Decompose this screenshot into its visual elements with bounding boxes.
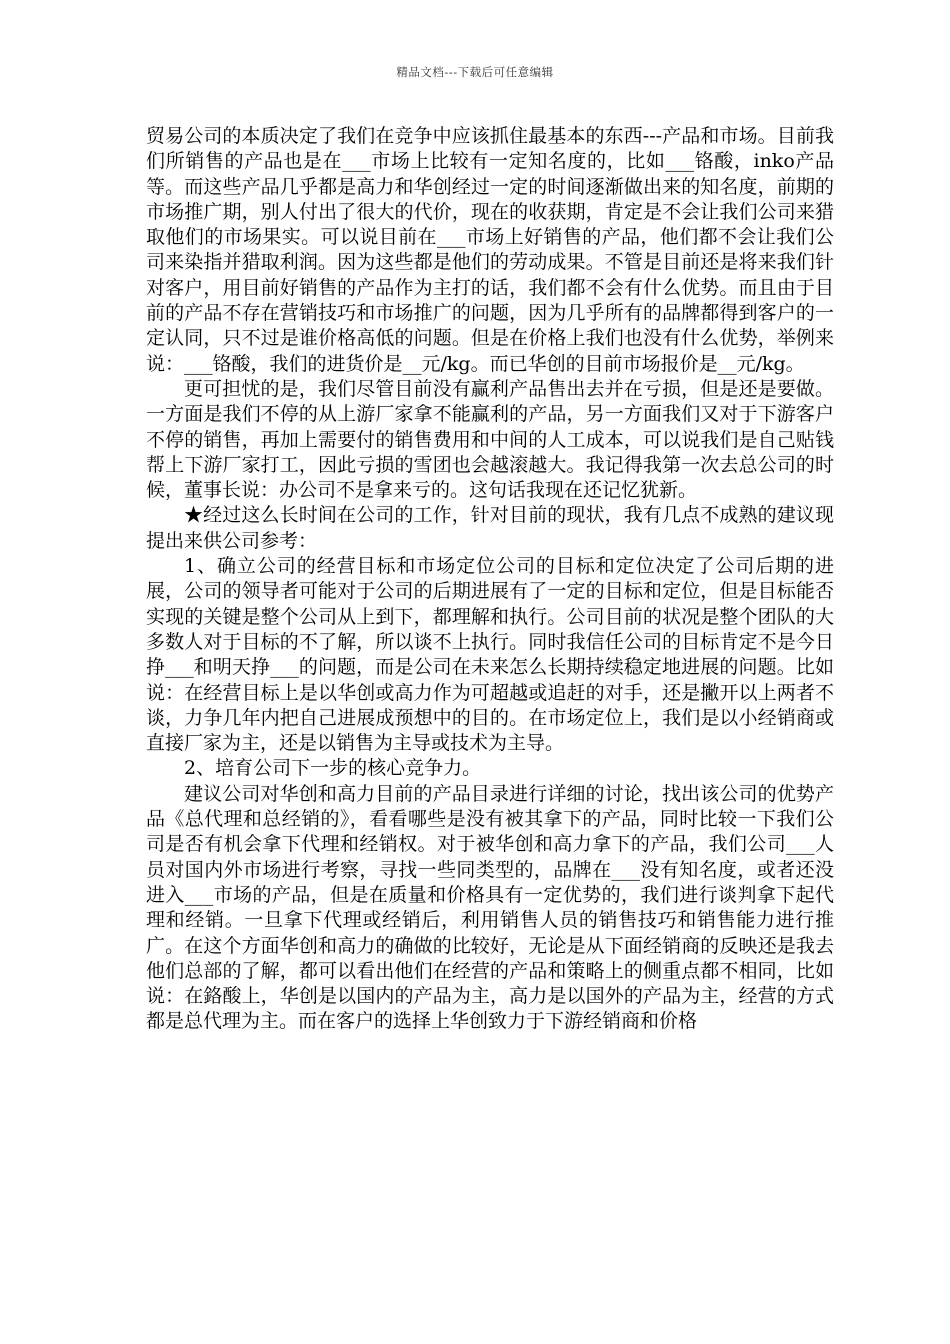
paragraph-market-analysis: 贸易公司的本质决定了我们在竞争中应该抓住最基本的东西---产品和市场。目前我们所销售的产品也是在___市场上比较有一定知名度的，比如___铬酸，inko产品等。而这些产品几乎都是高力和华创经过一定的时间逐渐做出来的知名度，前期的市场推广期，别人付出了很大的代价，现在的收获期，肯定是不会让我们公司来猎取他们的市场果实。可以说目前在___市场上好销售的产品，他们都不会让我们公司来染指并猎取利润。因为这些都是他们的劳动成果。不管是目前还是将来我们针对客户，用目前好销售的产品作为主打的话，我们都不会有什么优势。而且由于目前的产品不存在营销技巧和市场推广的问题，因为几乎所有的品牌都得到客户的一定认同，只不过是谁价格高低的问题。但是在价格上我们也没有什么优势，举例来说：___铬酸，我们的进货价是__元/kg。而已华创的目前市场报价是__元/kg。 [146, 125, 834, 375]
paragraph-suggestion-2-heading: 2、培育公司下一步的核心竞争力。 [184, 757, 482, 780]
header-note: 精品文档---下载后可任意编辑 [396, 65, 554, 79]
paragraph-suggestions-intro: ★经过这么长时间在公司的工作，针对目前的现状，我有几点不成熟的建议现提出来供公司参考： [146, 504, 834, 552]
document-body [146, 124, 834, 1035]
paragraph-loss-concern: 更可担忧的是，我们尽管目前没有赢利产品售出去并在亏损，但是还是要做。一方面是我们不停的从上游厂家拿不能赢利的产品，另一方面我们又对于下游客户不停的销售，再加上需要付的销售费用和中间的人工成本，可以说我们是自己贴钱帮上下游厂家打工，因此亏损的雪团也会越滚越大。我记得我第一次去总公司的时候，董事长说：办公司不是拿来亏的。这句话我现在还记忆犹新。 [146, 377, 834, 502]
paragraph-suggestion-2-body: 建议公司对华创和高力目前的产品目录进行详细的讨论，找出该公司的优势产品《总代理和总经销的》，看看哪些是没有被其拿下的产品，同时比较一下我们公司是否有机会拿下代理和经销权。对于被华创和高力拿下的产品，我们公司___人员对国内外市场进行考察，寻找一些同类型的，品牌在___没有知名度，或者还没进入___市场的产品，但是在质量和价格具有一定优势的，我们进行谈判拿下起代理和经销。一旦拿下代理或经销后，利用销售人员的销售技巧和销售能力进行推广。在这个方面华创和高力的确做的比较好，无论是从下面经销商的反映还是我去他们总部的了解，都可以看出他们在经营的产品和策略上的侧重点都不相同，比如说：在鉻酸上，华创是以国内的产品为主，高力是以国外的产品为主，经营的方式都是总代理为主。而在客户的选择上华创致力于下游经销商和价格 [146, 782, 834, 1033]
paragraph-suggestion-1: 1、确立公司的经营目标和市场定位公司的目标和定位决定了公司后期的进展，公司的领导者可能对于公司的后期进展有了一定的目标和定位，但是目标能否实现的关键是整个公司从上到下，都理解和执行。公司目前的状况是整个团队的大多数人对于目标的不了解，所以谈不上执行。同时我信任公司的目标肯定不是今日挣___和明天挣___的问题，而是公司在未来怎么长期持续稳定地进展的问题。比如说：在经营目标上是以华创或高力作为可超越或追赶的对手，还是撇开以上两者不谈，力争几年内把自己进展成预想中的目的。在市场定位上，我们是以小经销商或直接厂家为主，还是以销售为主导或技术为主导。 [146, 555, 834, 755]
